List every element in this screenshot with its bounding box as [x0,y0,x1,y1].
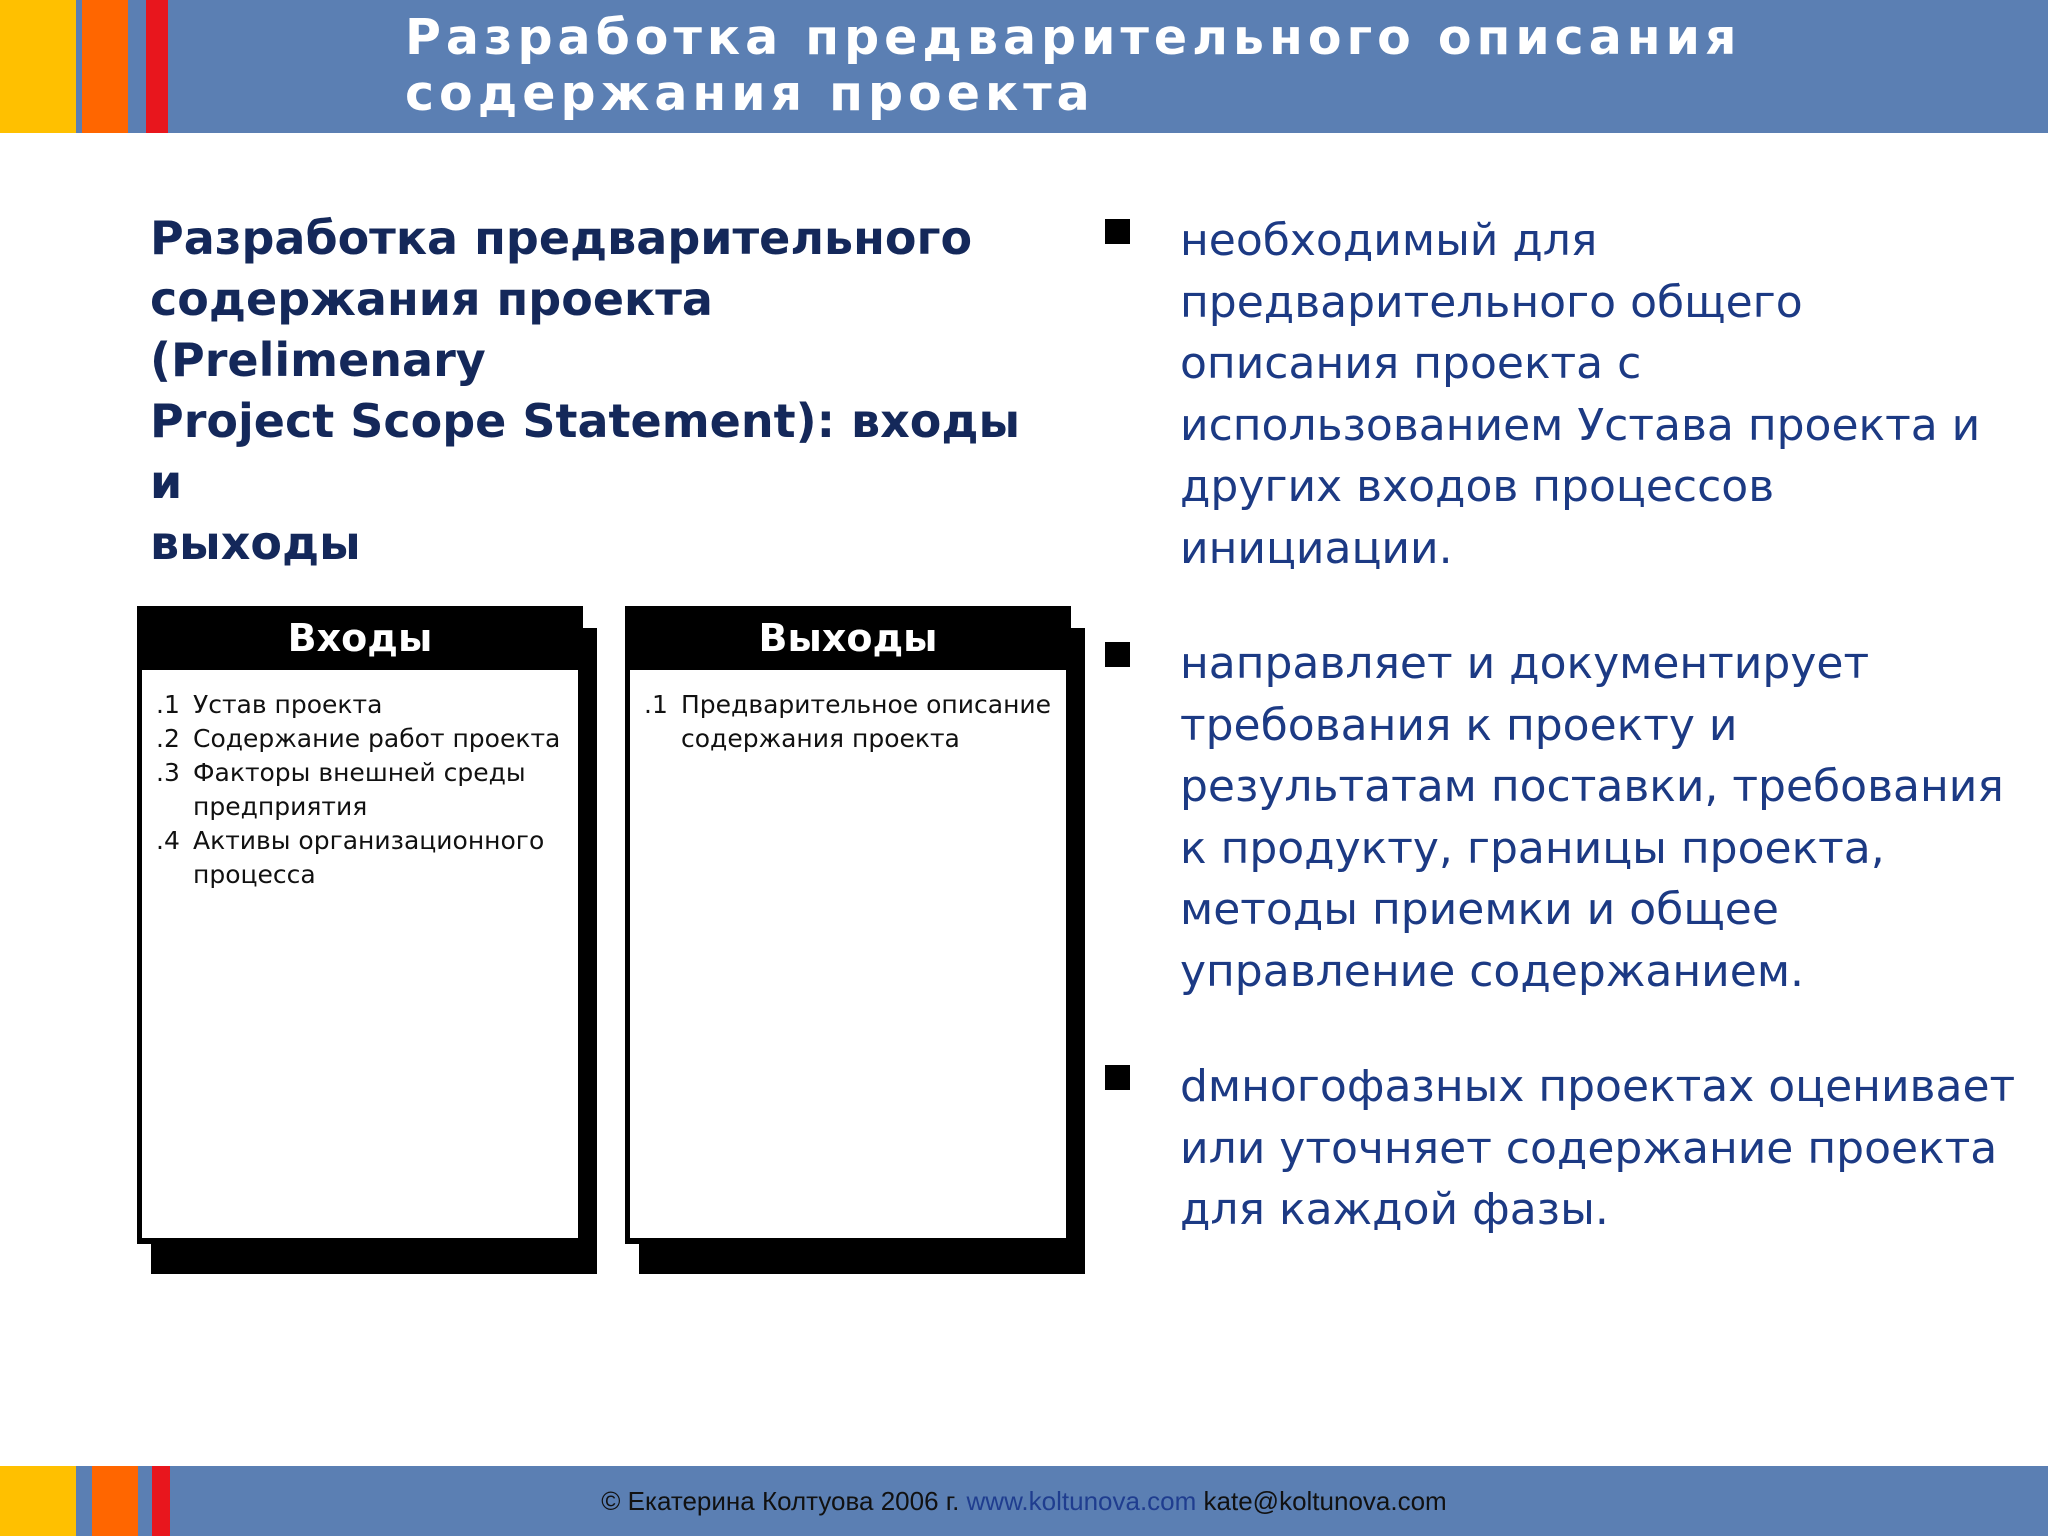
outputs-panel [625,606,1071,1244]
bullet-list [1105,210,2025,1295]
section-subtitle: Разработка предварительного содержания проекта (Prelimenary Project Scope Statement): входы и выходы [150,211,1021,570]
list-text: Содержание работ проекта [193,724,561,753]
bullet-text: необходимый для предварительного общего описания проекта с использованием Устава проекта и других входов процессов инициации. [1180,215,1981,574]
list-number: .1 [644,690,668,719]
list-text: Устав проекта [193,690,383,719]
inputs-body [142,670,578,1238]
footer-email[interactable]: kate@koltunova.com [1203,1486,1447,1516]
outputs-body [630,670,1066,1238]
bullet-item [1105,633,2025,1002]
inputs-panel [137,606,583,1244]
outputs-heading: Выходы [758,616,938,660]
list-text: Факторы внешней среды предприятия [193,758,526,821]
bullet-item [1105,1056,2025,1241]
footer-credits [0,1478,2048,1524]
outputs-panel-box [625,606,1071,1244]
inputs-list-item [156,688,553,722]
inputs-heading: Входы [287,616,433,660]
square-bullet-icon [1105,642,1130,667]
inputs-list [156,688,566,892]
bullet-text: dмногофазных проектах оценивает или уточняет содержание проекта для каждой фазы. [1180,1061,2016,1235]
list-number: .2 [156,724,180,753]
header-strip-red [146,0,168,133]
footer-copyright: © Екатерина Колтуова 2006 г. [601,1486,960,1516]
inputs-list-item [156,756,553,824]
bullet-item [1105,210,2025,579]
square-bullet-icon [1105,1065,1130,1090]
bullet-text: направляет и документирует требования к проекту и результатам поставки, требования к продукту, границы проекта, методы приемки и общее управление содержанием. [1180,638,2004,997]
inputs-list-item [156,824,563,892]
outputs-list [644,688,1054,756]
inputs-list-item [156,722,583,756]
square-bullet-icon [1105,219,1130,244]
list-number: .3 [156,758,180,787]
slide-title: Разработка предварительного описания содержания проекта [405,9,1742,122]
list-number: .4 [156,826,180,855]
list-number: .1 [156,690,180,719]
footer-website-link[interactable]: www.koltunova.com [966,1486,1197,1516]
list-text: Активы организационного процесса [193,826,545,889]
list-text: Предварительное описание содержания проекта [681,690,1052,753]
inputs-panel-box [137,606,583,1244]
outputs-list-item [644,688,1061,756]
header-strip-orange [82,0,128,133]
header-strip-yellow [0,0,76,133]
